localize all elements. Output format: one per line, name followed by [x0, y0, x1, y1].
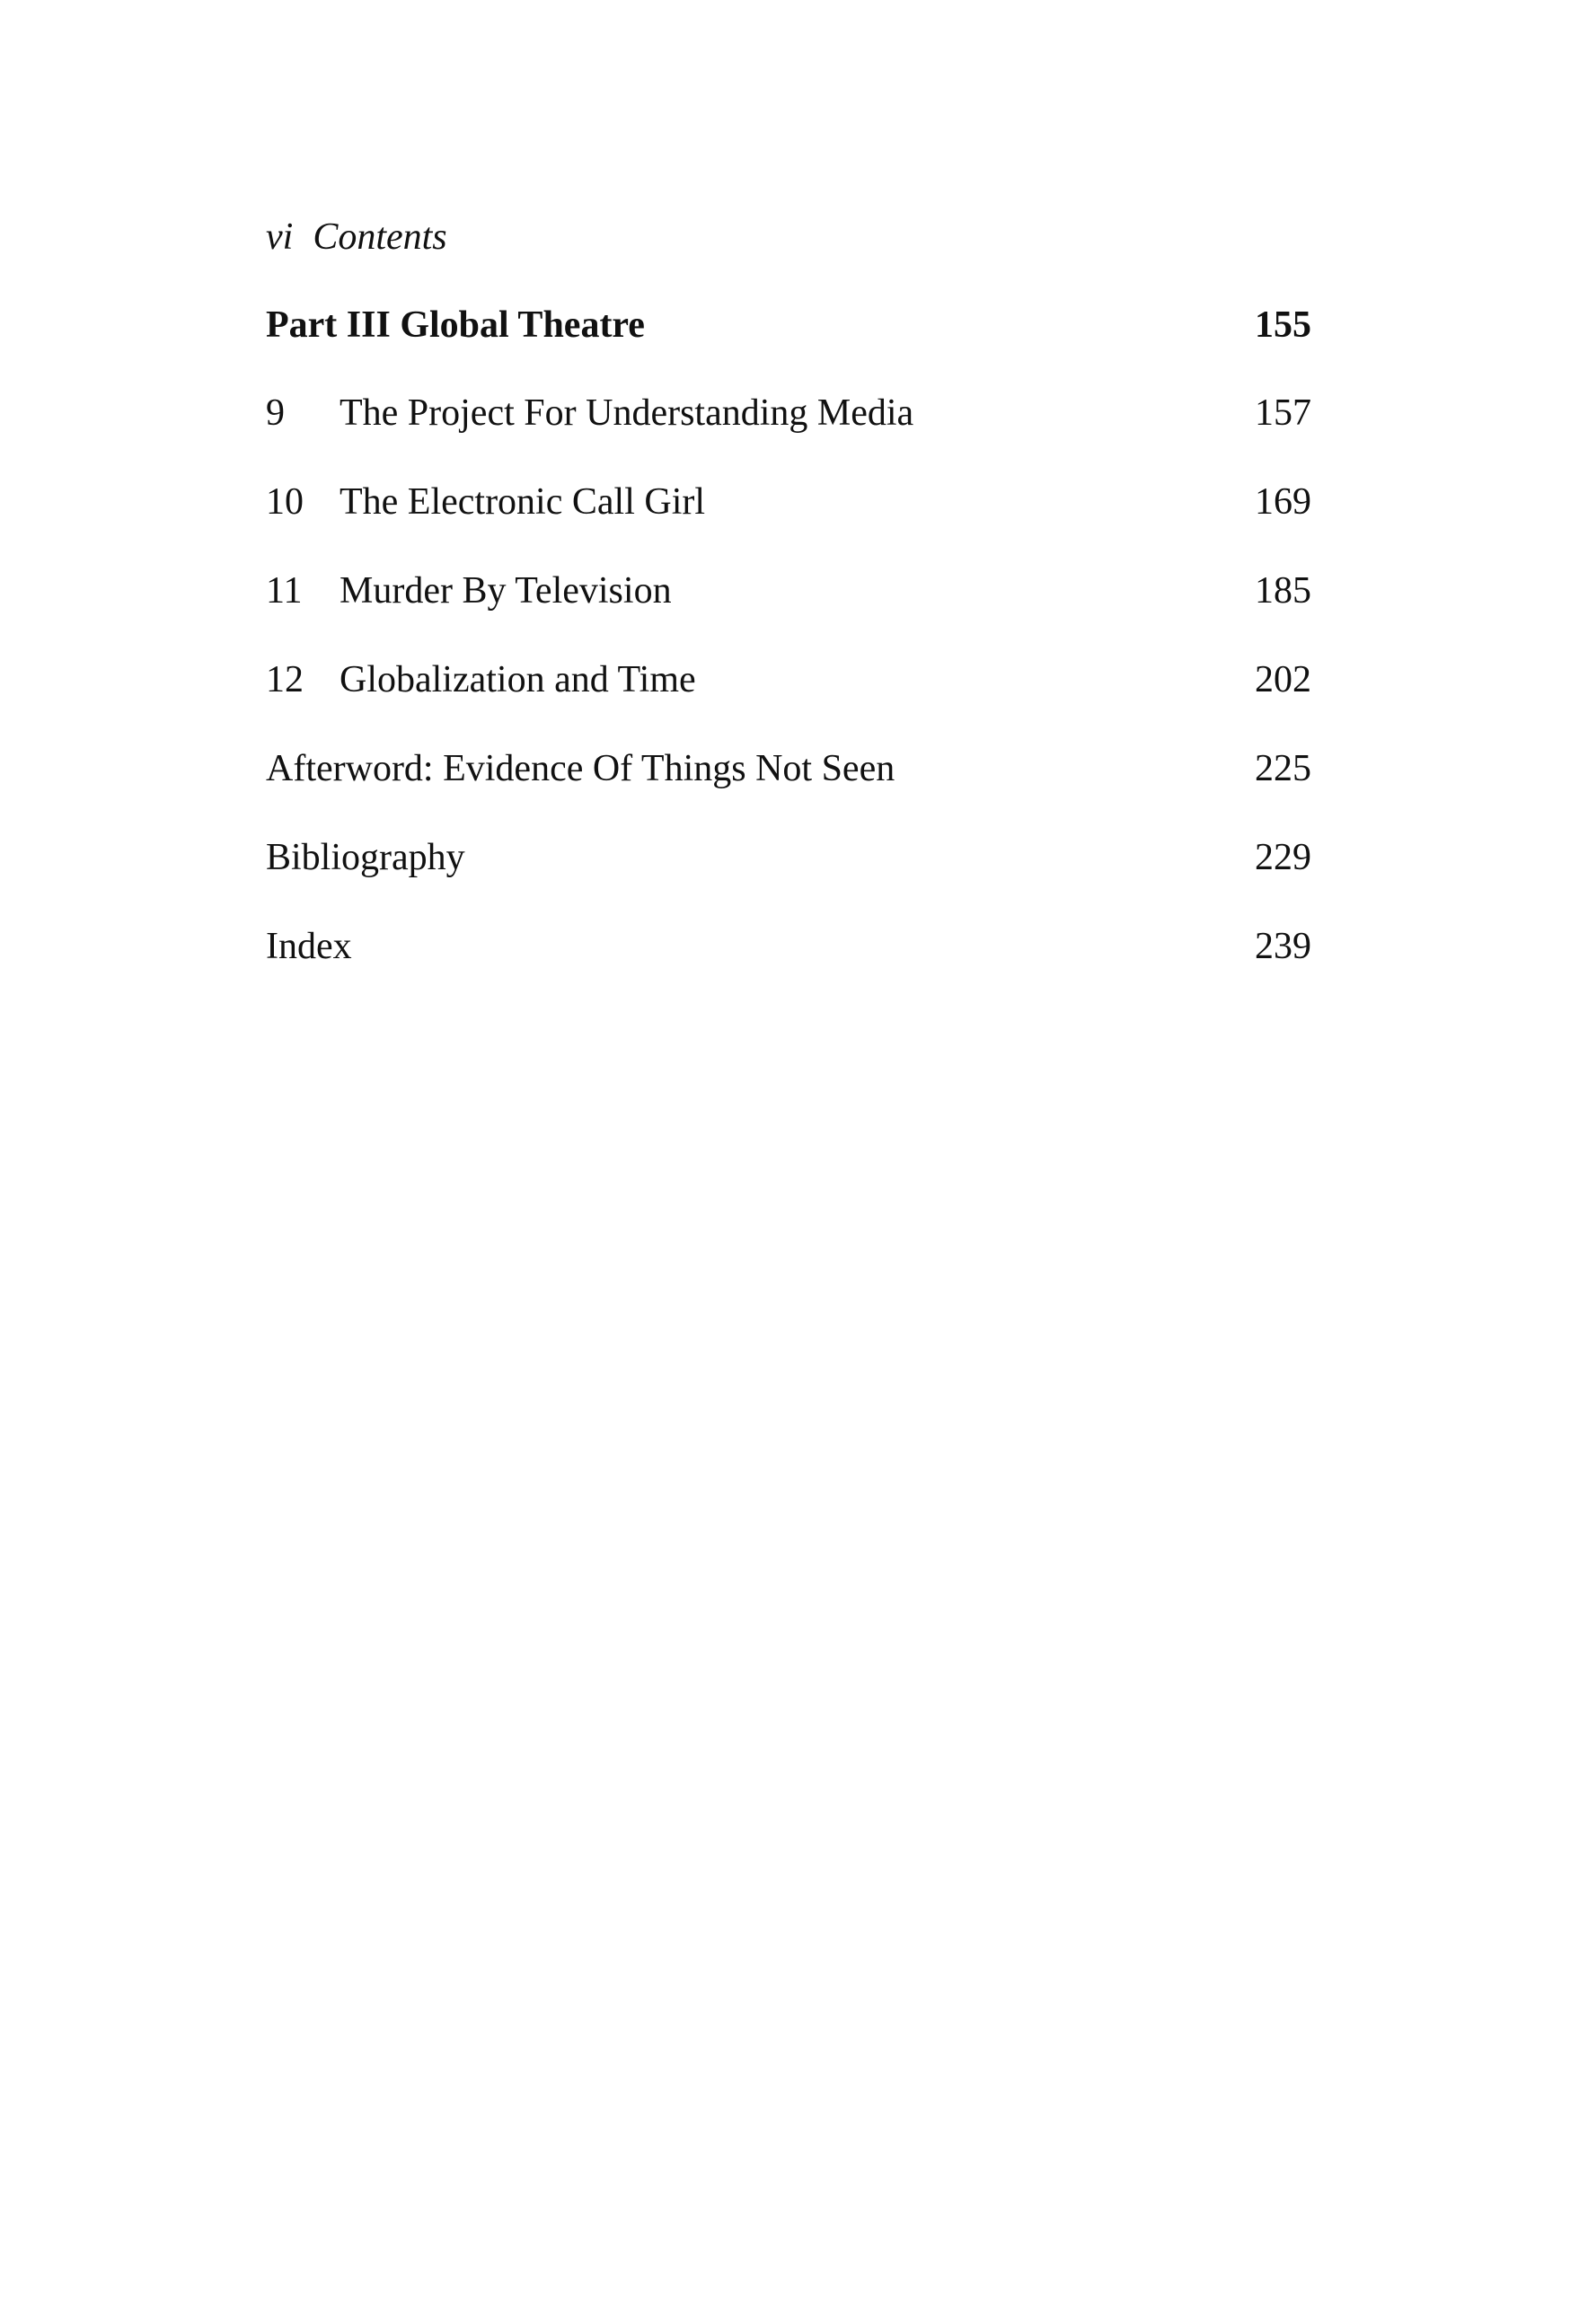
toc-part-title: Part III Global Theatre	[266, 304, 645, 346]
toc-chapter-number: 11	[266, 570, 303, 612]
toc-back-matter-title: Index	[266, 926, 352, 967]
toc-chapter-number: 10	[266, 481, 304, 523]
toc-back-matter-title: Bibliography	[266, 837, 465, 878]
toc-chapter-entry	[266, 562, 1311, 620]
toc-back-matter-page: 239	[1255, 926, 1311, 967]
running-head-title: Contents	[313, 216, 447, 258]
toc-chapter-entry	[266, 473, 1311, 531]
toc-back-matter-page: 229	[1255, 837, 1311, 878]
running-head	[266, 208, 447, 266]
toc-chapter-entry	[266, 384, 1311, 442]
toc-chapter-number: 12	[266, 659, 304, 700]
toc-part-page: 155	[1255, 304, 1311, 346]
toc-chapter-title: The Project For Understanding Media	[340, 392, 914, 434]
toc-part-entry	[266, 296, 1311, 354]
toc-chapter-page: 157	[1255, 392, 1311, 434]
toc-back-matter-title: Afterword: Evidence Of Things Not Seen	[266, 748, 895, 789]
toc-chapter-page: 202	[1255, 659, 1311, 700]
toc-chapter-title: Globalization and Time	[340, 659, 696, 700]
page-folio: vi	[266, 216, 294, 258]
toc-chapter-title: Murder By Television	[340, 570, 672, 612]
toc-chapter-title: The Electronic Call Girl	[340, 481, 706, 523]
toc-back-matter-entry	[266, 740, 1311, 797]
toc-chapter-page: 185	[1255, 570, 1311, 612]
toc-chapter-number: 9	[266, 392, 285, 434]
toc-back-matter-page: 225	[1255, 748, 1311, 789]
toc-chapter-page: 169	[1255, 481, 1311, 523]
toc-chapter-entry	[266, 651, 1311, 709]
toc-back-matter-entry	[266, 918, 1311, 975]
toc-back-matter-entry	[266, 829, 1311, 886]
